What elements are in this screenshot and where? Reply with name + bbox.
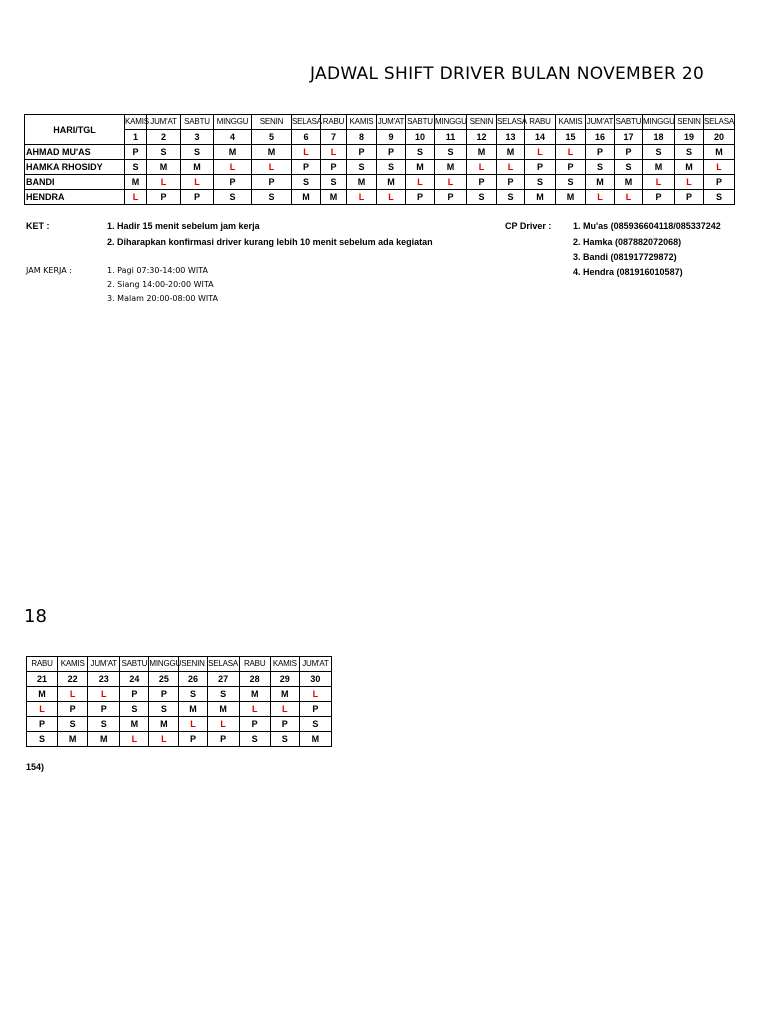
shift-cell: P xyxy=(147,190,181,205)
page-title: JADWAL SHIFT DRIVER BULAN NOVEMBER 20 xyxy=(310,64,705,84)
shift-cell: S xyxy=(181,145,214,160)
day-name-cell: JUM'AT xyxy=(147,115,181,130)
shift-cell: S xyxy=(615,160,643,175)
date-cell: 20 xyxy=(704,130,735,145)
date-cell: 15 xyxy=(556,130,586,145)
shift-cell: P xyxy=(377,145,406,160)
driver-row xyxy=(27,717,332,732)
shift-cell: S xyxy=(347,160,377,175)
title-overflow-year: 18 xyxy=(24,606,47,627)
day-name-cell: SENIN xyxy=(467,115,497,130)
shift-cell: S xyxy=(125,160,147,175)
shift-cell: S xyxy=(120,702,149,717)
jam-kerja-line-1: 1. Pagi 07:30-14:00 WITA xyxy=(107,266,208,275)
date-cell: 3 xyxy=(181,130,214,145)
ket-line-1: 1. Hadir 15 menit sebelum jam kerja xyxy=(107,221,260,231)
shift-cell: L xyxy=(497,160,525,175)
shift-cell: L xyxy=(643,175,675,190)
shift-cell: M xyxy=(556,190,586,205)
shift-cell: M xyxy=(435,160,467,175)
shift-cell: L xyxy=(120,732,149,747)
shift-cell: M xyxy=(586,175,615,190)
shift-cell: P xyxy=(58,702,88,717)
shift-cell: S xyxy=(214,190,252,205)
date-cell: 23 xyxy=(88,672,120,687)
date-cell: 25 xyxy=(149,672,179,687)
shift-cell: P xyxy=(149,687,179,702)
shift-cell: M xyxy=(252,145,292,160)
date-cell: 24 xyxy=(120,672,149,687)
day-name-cell: KAMIS xyxy=(58,657,88,672)
shift-cell: S xyxy=(586,160,615,175)
shift-cell: S xyxy=(147,145,181,160)
date-cell: 27 xyxy=(207,672,239,687)
shift-cell: S xyxy=(643,145,675,160)
shift-cell: M xyxy=(88,732,120,747)
shift-cell: L xyxy=(27,702,58,717)
shift-cell: M xyxy=(207,702,239,717)
shift-cell: M xyxy=(292,190,321,205)
shift-cell: M xyxy=(58,732,88,747)
shift-cell: P xyxy=(120,687,149,702)
shift-cell: S xyxy=(556,175,586,190)
shift-cell: P xyxy=(704,175,735,190)
shift-cell: M xyxy=(321,190,347,205)
day-name-cell: SABTU xyxy=(615,115,643,130)
day-name-cell: SABTU xyxy=(181,115,214,130)
shift-cell: S xyxy=(321,175,347,190)
shift-cell: L xyxy=(704,160,735,175)
shift-table-part-2 xyxy=(26,656,332,747)
day-name-cell: SABTU xyxy=(406,115,435,130)
shift-cell: S xyxy=(292,175,321,190)
shift-cell: L xyxy=(207,717,239,732)
day-name-cell: JUM'AT xyxy=(377,115,406,130)
driver-row xyxy=(25,160,735,175)
driver-row xyxy=(25,175,735,190)
shift-cell: L xyxy=(292,145,321,160)
cp-driver-line-3: 3. Bandi (081917729872) xyxy=(573,252,677,262)
jam-kerja-line-3: 3. Malam 20:00-08:00 WITA xyxy=(107,294,218,303)
shift-cell: L xyxy=(435,175,467,190)
shift-cell: P xyxy=(497,175,525,190)
day-name-row xyxy=(25,115,735,130)
date-cell: 5 xyxy=(252,130,292,145)
shift-cell: M xyxy=(675,160,704,175)
shift-cell: M xyxy=(147,160,181,175)
shift-cell: P xyxy=(675,190,704,205)
shift-cell: L xyxy=(149,732,179,747)
date-cell: 14 xyxy=(525,130,556,145)
day-name-cell: KAMIS xyxy=(125,115,147,130)
day-name-cell: SENIN xyxy=(252,115,292,130)
shift-cell: L xyxy=(615,190,643,205)
driver-name-cell: AHMAD MU'AS xyxy=(25,145,125,160)
shift-cell: P xyxy=(643,190,675,205)
day-name-cell: SELASA xyxy=(207,657,239,672)
day-name-cell: KAMIS xyxy=(556,115,586,130)
driver-row xyxy=(27,732,332,747)
date-cell: 19 xyxy=(675,130,704,145)
shift-cell: S xyxy=(88,717,120,732)
shift-cell: P xyxy=(556,160,586,175)
date-cell: 9 xyxy=(377,130,406,145)
jam-kerja-label: JAM KERJA : xyxy=(26,266,72,275)
date-cell: 8 xyxy=(347,130,377,145)
shift-cell: M xyxy=(615,175,643,190)
date-cell: 12 xyxy=(467,130,497,145)
date-cell: 30 xyxy=(299,672,331,687)
shift-cell: L xyxy=(58,687,88,702)
shift-cell: L xyxy=(252,160,292,175)
shift-cell: P xyxy=(125,145,147,160)
shift-cell: M xyxy=(239,687,270,702)
shift-cell: L xyxy=(299,687,331,702)
date-row xyxy=(27,672,332,687)
shift-cell: P xyxy=(347,145,377,160)
cp-driver-overflow-tail: 154) xyxy=(26,762,45,772)
shift-cell: S xyxy=(704,190,735,205)
day-name-cell: SENIN xyxy=(179,657,207,672)
shift-cell: P xyxy=(27,717,58,732)
shift-cell: S xyxy=(179,687,207,702)
cp-driver-line-4: 4. Hendra (081916010587) xyxy=(573,267,683,277)
shift-cell: P xyxy=(181,190,214,205)
shift-cell: L xyxy=(586,190,615,205)
shift-table-part-1 xyxy=(24,114,735,205)
shift-cell: M xyxy=(347,175,377,190)
day-name-cell: JUM'AT xyxy=(586,115,615,130)
day-name-cell: MINGGU xyxy=(214,115,252,130)
shift-cell: S xyxy=(270,732,299,747)
shift-cell: M xyxy=(27,687,58,702)
shift-cell: M xyxy=(125,175,147,190)
date-cell: 4 xyxy=(214,130,252,145)
day-name-cell: SABTU xyxy=(120,657,149,672)
shift-cell: M xyxy=(467,145,497,160)
day-name-cell: RABU xyxy=(239,657,270,672)
shift-cell: P xyxy=(207,732,239,747)
date-row xyxy=(25,130,735,145)
shift-cell: P xyxy=(467,175,497,190)
cp-driver-line-2: 2. Hamka (087882072068) xyxy=(573,237,682,247)
shift-cell: S xyxy=(675,145,704,160)
driver-row xyxy=(25,190,735,205)
shift-cell: L xyxy=(239,702,270,717)
shift-cell: L xyxy=(321,145,347,160)
date-cell: 22 xyxy=(58,672,88,687)
shift-cell: S xyxy=(435,145,467,160)
date-cell: 16 xyxy=(586,130,615,145)
shift-cell: M xyxy=(120,717,149,732)
shift-cell: S xyxy=(27,732,58,747)
hari-tgl-header: HARI/TGL xyxy=(25,115,125,145)
driver-name-cell: BANDI xyxy=(25,175,125,190)
date-cell: 21 xyxy=(27,672,58,687)
driver-row xyxy=(25,145,735,160)
ket-label: KET : xyxy=(26,221,50,231)
shift-cell: M xyxy=(704,145,735,160)
day-name-cell: JUM'AT xyxy=(88,657,120,672)
shift-cell: L xyxy=(179,717,207,732)
day-name-cell: JUM'AT xyxy=(299,657,331,672)
day-name-cell: RABU xyxy=(321,115,347,130)
shift-cell: S xyxy=(467,190,497,205)
shift-cell: M xyxy=(299,732,331,747)
driver-row xyxy=(27,702,332,717)
date-cell: 26 xyxy=(179,672,207,687)
shift-cell: S xyxy=(252,190,292,205)
shift-cell: S xyxy=(525,175,556,190)
shift-cell: S xyxy=(149,702,179,717)
day-name-row xyxy=(27,657,332,672)
day-name-cell: MINGGU xyxy=(149,657,179,672)
shift-cell: L xyxy=(377,190,406,205)
date-cell: 2 xyxy=(147,130,181,145)
shift-cell: M xyxy=(214,145,252,160)
shift-cell: M xyxy=(525,190,556,205)
shift-cell: P xyxy=(321,160,347,175)
shift-cell: M xyxy=(270,687,299,702)
shift-cell: M xyxy=(406,160,435,175)
ket-line-2: 2. Diharapkan konfirmasi driver kurang lebih 10 menit sebelum ada kegiatan xyxy=(107,237,433,247)
shift-cell: L xyxy=(88,687,120,702)
shift-cell: L xyxy=(467,160,497,175)
shift-cell: M xyxy=(643,160,675,175)
driver-name-cell: HENDRA xyxy=(25,190,125,205)
shift-cell: P xyxy=(270,717,299,732)
shift-cell: L xyxy=(181,175,214,190)
shift-cell: M xyxy=(377,175,406,190)
day-name-cell: RABU xyxy=(525,115,556,130)
date-cell: 11 xyxy=(435,130,467,145)
shift-cell: S xyxy=(497,190,525,205)
shift-cell: P xyxy=(88,702,120,717)
date-cell: 28 xyxy=(239,672,270,687)
shift-cell: P xyxy=(586,145,615,160)
shift-cell: S xyxy=(406,145,435,160)
day-name-cell: RABU xyxy=(27,657,58,672)
shift-cell: L xyxy=(270,702,299,717)
day-name-cell: KAMIS xyxy=(270,657,299,672)
shift-cell: P xyxy=(615,145,643,160)
shift-cell: P xyxy=(299,702,331,717)
shift-cell: M xyxy=(149,717,179,732)
date-cell: 13 xyxy=(497,130,525,145)
shift-cell: M xyxy=(497,145,525,160)
shift-cell: M xyxy=(181,160,214,175)
day-name-cell: SELASA xyxy=(497,115,525,130)
date-cell: 7 xyxy=(321,130,347,145)
shift-cell: S xyxy=(299,717,331,732)
date-cell: 18 xyxy=(643,130,675,145)
day-name-cell: SELASA xyxy=(704,115,735,130)
date-cell: 1 xyxy=(125,130,147,145)
shift-cell: L xyxy=(406,175,435,190)
cp-driver-line-1: 1. Mu'as (085936604118/085337242 xyxy=(573,221,721,231)
shift-cell: M xyxy=(179,702,207,717)
shift-cell: P xyxy=(292,160,321,175)
shift-cell: L xyxy=(214,160,252,175)
shift-cell: S xyxy=(207,687,239,702)
shift-cell: P xyxy=(214,175,252,190)
driver-row xyxy=(27,687,332,702)
shift-cell: L xyxy=(525,145,556,160)
shift-cell: P xyxy=(435,190,467,205)
shift-cell: P xyxy=(252,175,292,190)
shift-cell: S xyxy=(239,732,270,747)
shift-cell: L xyxy=(556,145,586,160)
day-name-cell: MINGGU xyxy=(435,115,467,130)
shift-cell: L xyxy=(675,175,704,190)
date-cell: 29 xyxy=(270,672,299,687)
shift-cell: L xyxy=(347,190,377,205)
cp-driver-label: CP Driver : xyxy=(505,221,552,231)
day-name-cell: KAMIS xyxy=(347,115,377,130)
shift-cell: P xyxy=(525,160,556,175)
day-name-cell: MINGGU xyxy=(643,115,675,130)
shift-cell: P xyxy=(406,190,435,205)
shift-cell: L xyxy=(147,175,181,190)
shift-cell: S xyxy=(377,160,406,175)
date-cell: 6 xyxy=(292,130,321,145)
shift-cell: P xyxy=(179,732,207,747)
date-cell: 10 xyxy=(406,130,435,145)
day-name-cell: SELASA xyxy=(292,115,321,130)
shift-cell: S xyxy=(58,717,88,732)
jam-kerja-line-2: 2. Siang 14:00-20:00 WITA xyxy=(107,280,214,289)
driver-name-cell: HAMKA RHOSIDY xyxy=(25,160,125,175)
shift-cell: P xyxy=(239,717,270,732)
day-name-cell: SENIN xyxy=(675,115,704,130)
shift-cell: L xyxy=(125,190,147,205)
date-cell: 17 xyxy=(615,130,643,145)
